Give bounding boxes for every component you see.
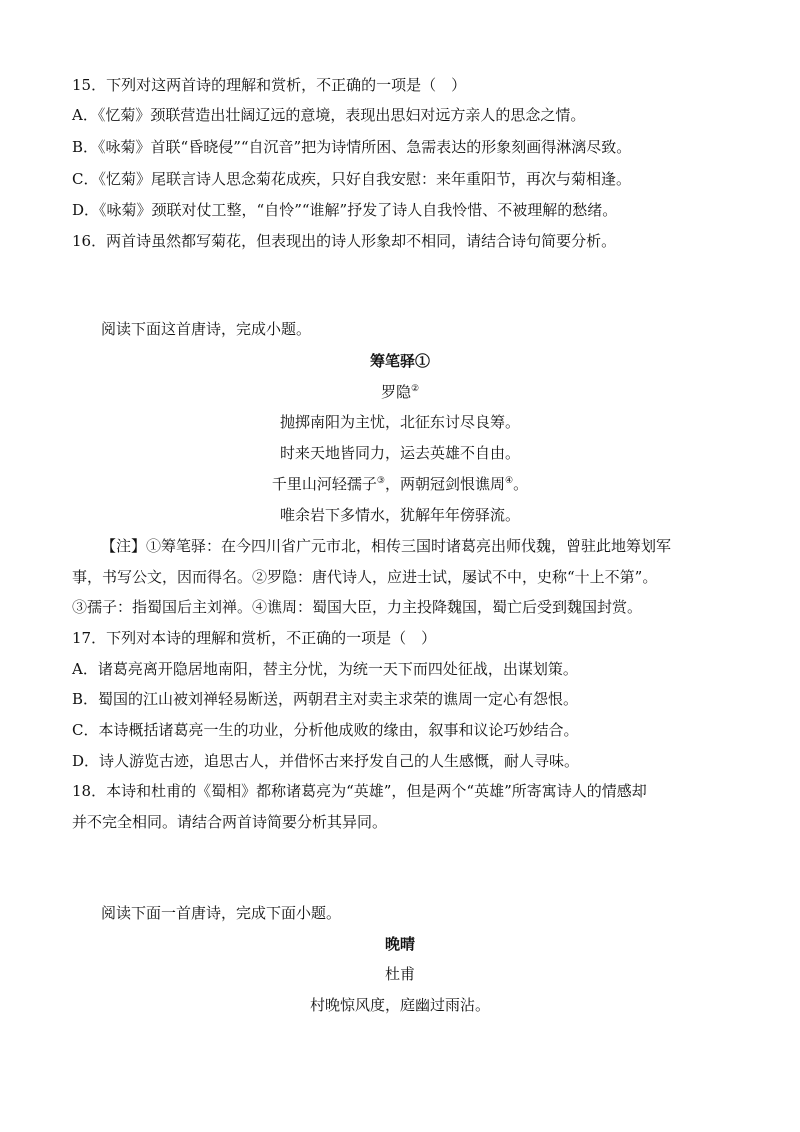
poem-line: 村晚惊风度，庭幽过雨沾。 <box>309 996 490 1014</box>
poem-title: 晚晴 <box>384 935 415 953</box>
poem-author: 杜甫 <box>384 965 415 983</box>
poem-line: 抛掷南阳为主忧，北征东讨尽良筹。 <box>279 413 520 431</box>
notes-line: 事，书写公文，因而得名。②罗隐：唐代诗人，应进士试，屡试不中，史称“十上不第”。 <box>72 568 658 586</box>
poem-line: 唯余岩下多情水，犹解年年傍驿流。 <box>279 506 520 524</box>
notes-line: 【注】①筹笔驿：在今四川省广元市北，相传三国时诸葛亮出师伐魏，曾驻此地筹划军 <box>101 537 672 555</box>
notes-line: ③孺子：指蜀国后主刘禅。④谯周：蜀国大臣，力主投降魏国，蜀亡后受到魏国封赏。 <box>72 598 643 616</box>
q15-option-d: D．《咏菊》颈联对仗工整，“自怜”“谁解”抒发了诗人自我怜惜、不被理解的愁绪。 <box>72 201 618 219</box>
q15-option-a: A．《忆菊》颈联营造出壮阔辽远的意境，表现出思妇对远方亲人的思念之情。 <box>72 106 586 124</box>
q17-stem: 17．下列对本诗的理解和赏析，不正确的一项是（ ） <box>72 629 437 647</box>
section2-intro: 阅读下面这首唐诗，完成小题。 <box>101 320 312 338</box>
section3-intro: 阅读下面一首唐诗，完成下面小题。 <box>101 904 342 922</box>
q15-option-c: C．《忆菊》尾联言诗人思念菊花成疾，只好自我安慰：来年重阳节，再次与菊相逢。 <box>72 170 631 188</box>
poem-author: 罗隐② <box>380 383 420 401</box>
q15-stem: 15．下列对这两首诗的理解和赏析，不正确的一项是（ ） <box>72 76 467 94</box>
q18-text: 18．本诗和杜甫的《蜀相》都称诸葛亮为“英雄”，但是两个“英雄”所寄寓诗人的情感却 <box>72 782 647 800</box>
poem-title: 筹笔驿① <box>369 352 430 370</box>
q17-option-d: D．诗人游览古迹，追思古人，并借怀古来抒发自己的人生感慨，耐人寻味。 <box>72 752 580 770</box>
q17-option-c: C．本诗概括诸葛亮一生的功业，分析他成败的缘由，叙事和议论巧妙结合。 <box>72 721 579 739</box>
q18-text: 并不完全相同。请结合两首诗简要分析其异同。 <box>72 813 388 831</box>
poem-line: 千里山河轻孺子③，两朝冠剑恨谯周④。 <box>271 475 529 493</box>
q17-option-b: B．蜀国的江山被刘禅轻易断送，两朝君主对卖主求荣的谯周一定心有怨恨。 <box>72 690 579 708</box>
q17-option-a: A．诸葛亮离开隐居地南阳，替主分忧，为统一天下而四处征战，出谋划策。 <box>72 660 578 678</box>
poem-line: 时来天地皆同力，运去英雄不自由。 <box>279 444 520 462</box>
q16-text: 16．两首诗虽然都写菊花，但表现出的诗人形象却不相同，请结合诗句简要分析。 <box>72 232 617 250</box>
q15-option-b: B．《咏菊》首联“昏晓侵”“自沉音”把为诗情所困、急需表达的形象刻画得淋漓尽致。 <box>72 138 632 156</box>
